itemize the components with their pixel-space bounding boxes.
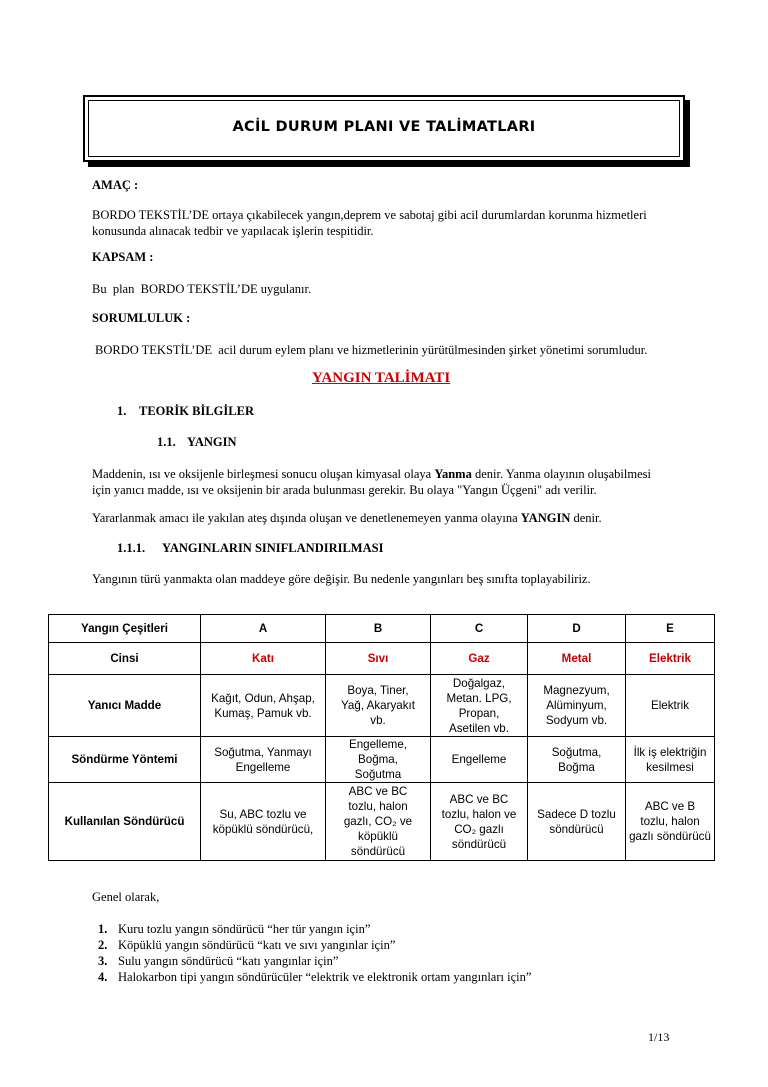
yararlanmak-pre: Yararlanmak amacı ile yakılan ateş dışında oluşan ve denetlenemeyen yanma olayına — [92, 511, 521, 525]
kapsam-heading: KAPSAM : — [92, 250, 154, 264]
table-cell: Cinsi — [49, 643, 201, 675]
heading-1-1-1-number: 1.1.1. — [117, 541, 146, 555]
table-cell: Sıvı — [326, 643, 431, 675]
table-cell: Soğutma, Yanmayı Engelleme — [201, 737, 326, 783]
yangin-para-line-1 — [92, 466, 651, 483]
table-cell: Elektrik — [626, 675, 715, 737]
list-text: Halokarbon tipi yangın söndürücüler “elektrik ve elektronik ortam yangınları için” — [118, 970, 532, 984]
siniflandirma-text: Yangının türü yanmakta olan maddeye göre değişir. Bu nedenle yangınları beş sınıfta toplayabiliriz. — [92, 572, 591, 586]
table-row-kullanilan-sondurucu — [49, 783, 715, 861]
document-title: ACİL DURUM PLANI VE TALİMATLARI — [232, 119, 536, 135]
table-cell: Metal — [528, 643, 626, 675]
yararlanmak-para — [92, 510, 602, 527]
heading-1-1-text: YANGIN — [187, 435, 237, 449]
list-number: 3. — [98, 954, 108, 968]
table-cell: Kullanılan Söndürücü — [49, 783, 201, 861]
table-cell: Yangın Çeşitleri — [49, 615, 201, 643]
yangin-bold: YANGIN — [520, 511, 571, 525]
amac-line-2: konusunda alınacak tedbir ve yapılacak işlerin tespitidir. — [92, 224, 374, 238]
yangin-para-line-1-pre: Maddenin, ısı ve oksijenle birleşmesi sonucu oluşan kimyasal olaya — [92, 467, 435, 481]
amac-line-1: BORDO TEKSTİL’DE ortaya çıkabilecek yangın,deprem ve sabotaj gibi acil durumlardan korunma hizmetleri — [92, 208, 647, 222]
table-cell: Söndürme Yöntemi — [49, 737, 201, 783]
heading-1-1-number: 1.1. — [157, 435, 176, 449]
sorumluluk-text: BORDO TEKSTİL’DE acil durum eylem planı ve hizmetlerinin yürütülmesinden şirket yönetimi sorumludur. — [95, 343, 648, 357]
list-item — [98, 953, 339, 969]
table-cell: Katı — [201, 643, 326, 675]
amac-heading: AMAÇ : — [92, 178, 139, 192]
table-cell: Engelleme — [431, 737, 528, 783]
table-cell: Boya, Tiner, Yağ, Akaryakıt vb. — [326, 675, 431, 737]
table-cell: Elektrik — [626, 643, 715, 675]
yararlanmak-post: denir. — [570, 511, 602, 525]
list-text: Sulu yangın söndürücü “katı yangınlar için” — [118, 954, 339, 968]
table-cell: C — [431, 615, 528, 643]
table-row-sondurme-yontemi — [49, 737, 715, 783]
heading-1-1-1-text: YANGINLARIN SINIFLANDIRILMASI — [162, 541, 384, 555]
table-cell: Doğalgaz, Metan. LPG, Propan, Asetilen vb. — [431, 675, 528, 737]
table-cell: A — [201, 615, 326, 643]
table-cell: Kağıt, Odun, Ahşap, Kumaş, Pamuk vb. — [201, 675, 326, 737]
table-header-row — [49, 615, 715, 643]
table-row-yanici-madde — [49, 675, 715, 737]
yangin-para-line-1-post: denir. Yanma olayının oluşabilmesi — [471, 467, 651, 481]
kapsam-text: Bu plan BORDO TEKSTİL’DE uygulanır. — [92, 282, 312, 296]
table-cell: Gaz — [431, 643, 528, 675]
table-cell: Yanıcı Madde — [49, 675, 201, 737]
list-item — [98, 937, 396, 953]
table-cell: E — [626, 615, 715, 643]
list-text: Köpüklü yangın söndürücü “katı ve sıvı yangınlar için” — [118, 938, 396, 952]
list-item — [98, 969, 532, 985]
list-item — [98, 921, 371, 937]
yangin-para-line-2: için yanıcı madde, ısı ve oksijenin bir arada bulunması gerekir. Bu olaya "Yangın Üçgeni" adı verilir. — [92, 483, 597, 497]
table-cell: D — [528, 615, 626, 643]
table-cell: B — [326, 615, 431, 643]
list-number: 1. — [98, 922, 108, 936]
list-number: 2. — [98, 938, 108, 952]
list-number: 4. — [98, 970, 108, 984]
title-box — [83, 95, 685, 162]
fire-classes-table — [48, 614, 715, 861]
sorumluluk-heading: SORUMLULUK : — [92, 311, 191, 325]
table-cell: Magnezyum, Alüminyum, Sodyum vb. — [528, 675, 626, 737]
table-cell: İlk iş elektriğin kesilmesi — [626, 737, 715, 783]
heading-1-number: 1. — [117, 404, 127, 418]
table-cell: Engelleme, Boğma, Soğutma — [326, 737, 431, 783]
heading-1-text: TEORİK BİLGİLER — [139, 404, 254, 418]
table-cell: Su, ABC tozlu ve köpüklü söndürücü, — [201, 783, 326, 861]
table-cell: Soğutma, Boğma — [528, 737, 626, 783]
list-text: Kuru tozlu yangın söndürücü “her tür yangın için” — [118, 922, 371, 936]
genel-olarak: Genel olarak, — [92, 890, 160, 904]
table-cell: Sadece D tozlu söndürücü — [528, 783, 626, 861]
section-title: YANGIN TALİMATI — [312, 370, 451, 386]
yanma-bold: Yanma — [434, 467, 472, 481]
table-cell: ABC ve BC tozlu, halon gazlı, CO₂ ve köpüklü söndürücü — [326, 783, 431, 861]
page-number: 1/13 — [648, 1030, 670, 1044]
table-cell: ABC ve BC tozlu, halon ve CO₂ gazlı söndürücü — [431, 783, 528, 861]
table-cell: ABC ve B tozlu, halon gazlı söndürücü — [626, 783, 715, 861]
table-row-cinsi — [49, 643, 715, 675]
